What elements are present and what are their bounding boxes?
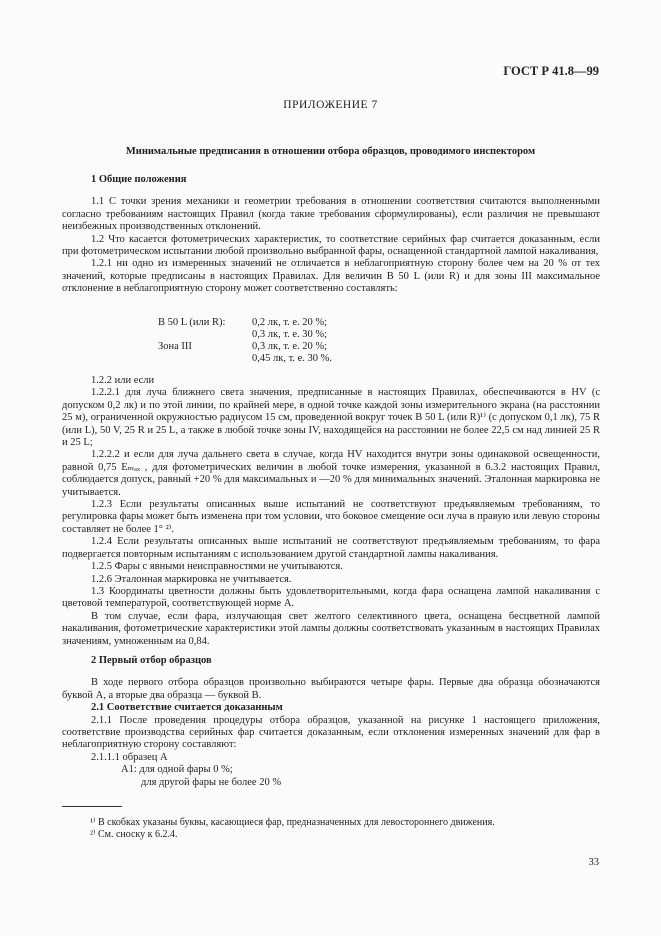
paragraph-1-2: 1.2 Что касается фотометрических характеристик, то соответствие серийных фар считается доказанным, если при фотометрическом испытании любой произвольно выбранной фары, оснащенной стандартной лампой накаливания, (62, 233, 600, 258)
paragraph-1-2-6: 1.2.6 Эталонная маркировка не учитывается. (91, 573, 292, 585)
table-row-label: Зона III (158, 341, 192, 352)
paragraph-1-2-5: 1.2.5 Фары с явными неисправностями не учитываются. (91, 561, 343, 573)
paragraph-1-1: 1.1 С точки зрения механики и геометрии требования в отношении соответствия считаются выполненными согласно требованиям настоящих Правил (когда такие требования сформулированы), если различия не превышают неизбежных производственных отклонений. (62, 196, 600, 233)
paragraph-2-1-1-1: 2.1.1.1 образец А (91, 751, 168, 763)
paragraph-1-2-2-1: 1.2.2.1 для луча ближнего света значения, предписанные в настоящих Правилах, обеспечиваются в HV (с допуском 0,2 лк) и по этой линии, по крайней мере, в одной точке каждой зоны измерительного экрана (на расстоянии 25 м), ограниченной окружностью радиусом 15 см, проведенной вокруг точек B 50 L (или R)¹⁾ (с допуском 0,1 лк), 75 R (или L), 50 V, 25 R и 25 L, а также в любой точке зоны IV, находящейся на расстоянии не более 22,5 см над линией 25 R и 25 L; (62, 387, 600, 449)
paragraph-1-2-1: 1.2.1 ни одно из измеренных значений не отличается в неблагоприятную сторону более чем на 20 % от тех значений, которые предписаны в настоящих Правилах. Для величин В 50 L (или R) и для зоны III максимальное отклонение в неблагоприятную сторону может соответственно составлять: (62, 258, 600, 295)
paragraph-2-intro: В ходе первого отбора образцов произвольно выбираются четыре фары. Первые два образца обозначаются буквой А, а вторые два образца — буквой В. (62, 677, 600, 701)
paragraph-2-1-1: 2.1.1 После проведения процедуры отбора образцов, указанной на рисунке 1 настоящего приложения, соответствие производства серийных фар считается доказанным, если отклонения измеренных значений для фар в неблагоприятную сторону составляют: (62, 714, 600, 751)
paragraph-1-2-3: 1.2.3 Если результаты описанных выше испытаний не соответствуют предъявляемым требованиям, то регулировка фары может быть изменена при том условии, что боковое смещение оси луча в правую или левую стороны составляет не более 1° ²⁾. (62, 499, 600, 535)
paragraph-1-2-2: 1.2.2 или если (91, 375, 155, 386)
table-cell: 0,2 лк, т. е. 20 %; (252, 317, 328, 328)
paragraph-1-3-b: В том случае, если фара, излучающая свет желтого селективного цвета, оснащена бесцветной лампой накаливания, фотометрические характеристики этой лампы должны соответствовать указанным в настоящих Правилах значениям, умноженным на 0,84. (62, 610, 600, 647)
section-2 (62, 655, 600, 789)
section-1-continued (62, 375, 600, 648)
section-1 (62, 174, 600, 296)
subsection-2-1-heading: 2.1 Соответствие считается доказанным (91, 702, 283, 714)
table-cell: 0,3 лк, т. е. 20 %; (252, 341, 328, 352)
footnote-divider (62, 806, 122, 807)
sample-a1-line1: А1: для одной фары 0 %; (121, 764, 233, 776)
table-cell: 0,3 лк, т. е. 30 %; (252, 329, 328, 340)
footnote-2: ²⁾ См. сноску к 6.2.4. (90, 829, 178, 840)
paragraph-1-2-2-2: 1.2.2.2 и если для луча дальнего света в случае, когда HV находится внутри зоны одинаковой освещенности, равной 0,75 Eₘₐₓ , для фотометрических величин в любой точке измерения, указанной в 6.3.2 настоящих Правил, соблюдается допуск, равный +20 % для максимальных и —20 % для минимальных значений. Эталонная маркировка не учитывается. (62, 449, 600, 498)
table-row-label: B 50 L (или R): (158, 317, 226, 328)
page-number: 33 (588, 857, 599, 868)
paragraph-1-2-4: 1.2.4 Если результаты описанных выше испытаний не соответствуют предъявляемым требованиям, то фара подвергается повторным испытаниям с использованием другой стандартной лампы накаливания. (62, 536, 600, 560)
footnote-1: ¹⁾ В скобках указаны буквы, касающиеся фар, предназначенных для левостороннего движения. (90, 817, 495, 828)
appendix-heading: ПРИЛОЖЕНИЕ 7 (283, 99, 378, 111)
section-1-heading: 1 Общие положения (91, 174, 187, 185)
table-cell: 0,45 лк, т. е. 30 %. (252, 353, 333, 364)
paragraph-1-3: 1.3 Координаты цветности должны быть удовлетворительными, когда фара оснащена лампой накаливания с цветовой температурой, соответствующей норме А. (62, 585, 600, 610)
page-title: Минимальные предписания в отношении отбора образцов, проводимого инспектором (125, 146, 536, 157)
section-2-heading: 2 Первый отбор образцов (91, 655, 212, 666)
document-code: ГОСТ Р 41.8—99 (503, 64, 599, 78)
sample-a1-line2: для другой фары не более 20 % (141, 776, 282, 788)
